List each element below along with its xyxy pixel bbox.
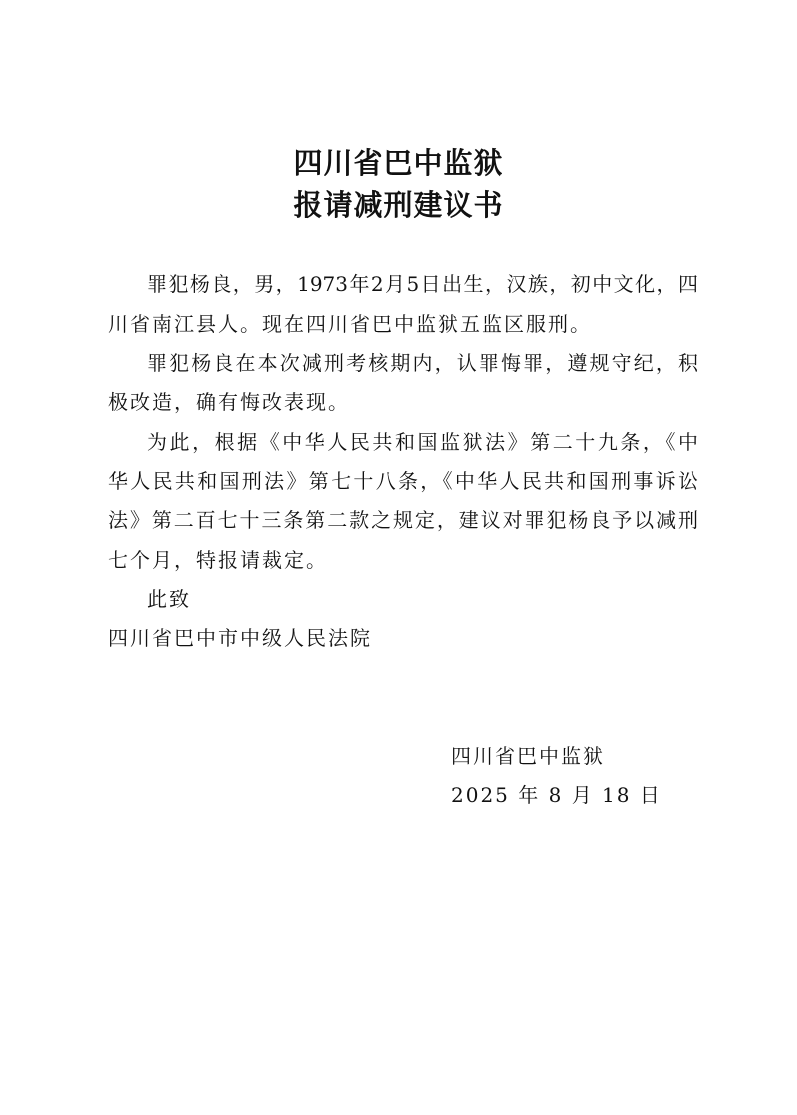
- body-line: 极改造，确有悔改表现。: [108, 390, 350, 414]
- body-line: 法》第二百七十三条第二款之规定，建议对罪犯杨良予以减刑: [108, 508, 698, 532]
- recipient: 四川省巴中市中级人民法院: [108, 626, 372, 650]
- document-title-line2: 报请减刑建议书: [293, 188, 504, 222]
- salutation: 此致: [147, 587, 191, 611]
- body-line: 罪犯杨良在本次减刑考核期内，认罪悔罪，遵规守纪，积: [147, 351, 698, 375]
- body-line: 川省南江县人。现在四川省巴中监狱五监区服刑。: [108, 312, 592, 336]
- signature-org: 四川省巴中监狱: [451, 744, 605, 768]
- body-line: 为此，根据《中华人民共和国监狱法》第二十九条，《中: [147, 430, 698, 454]
- signature-date: 2025 年 8 月 18 日: [451, 783, 662, 807]
- body-line: 华人民共和国刑法》第七十八条，《中华人民共和国刑事诉讼: [108, 469, 698, 493]
- body-line: 罪犯杨良，男，1973年2月5日出生，汉族，初中文化，四: [147, 272, 698, 296]
- body-line: 七个月，特报请裁定。: [108, 548, 328, 572]
- document-title-line1: 四川省巴中监狱: [293, 146, 504, 180]
